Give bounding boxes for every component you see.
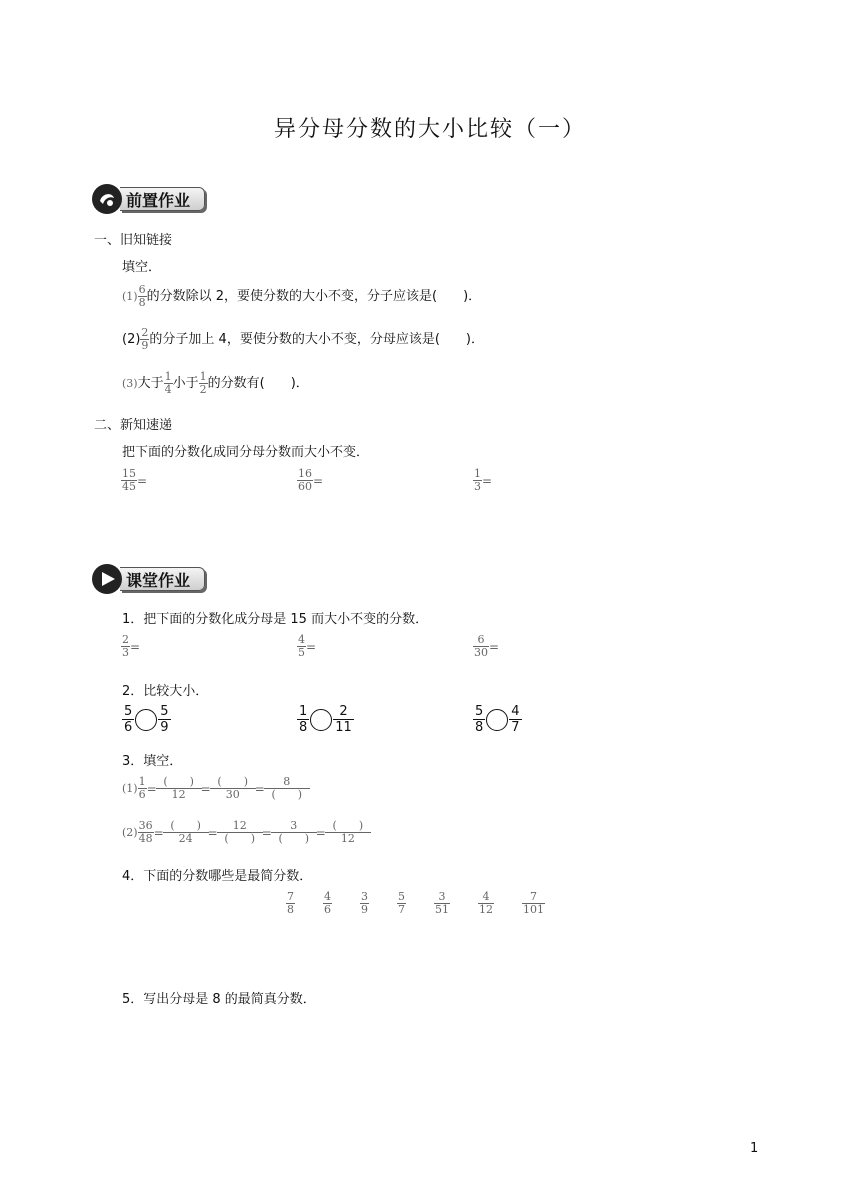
fraction: $\frac{6}{8}$	[138, 283, 146, 309]
question-number: (3)	[122, 377, 138, 390]
question-number: (2)	[122, 332, 141, 347]
pre-question-1	[122, 284, 481, 309]
fraction: $\frac{1}{4}$	[164, 370, 172, 396]
compare-item-1: $\frac{5}{6}$ $\frac{5}{9}$	[124, 704, 169, 735]
pre-homework-label: 前置作业	[120, 187, 205, 211]
part2-heading: 二、新知速递	[94, 418, 173, 433]
class-homework-banner	[92, 564, 205, 594]
compare-item-3: $\frac{5}{8}$ $\frac{4}{7}$	[475, 704, 520, 735]
text: 小于	[172, 376, 199, 391]
class-question-1: 1．把下面的分数化成分母是 15 而大小不变的分数．	[122, 612, 429, 627]
fill-label: 填空．	[122, 260, 162, 275]
class-q1-item-3: $\frac{6}{30}$ =	[474, 633, 500, 659]
compare-circle[interactable]	[310, 709, 332, 731]
class-question-3: 3．填空．	[122, 754, 183, 769]
question-text: 的分子加上 4，要使分数的大小不变，分母应该是( )．	[149, 332, 484, 347]
part2-item-3: $\frac{1}{3}$ =	[474, 467, 493, 493]
page-number: 1	[750, 1141, 759, 1156]
text: 大于	[137, 376, 164, 391]
class-homework-label: 课堂作业	[120, 567, 205, 591]
q4-fraction: $\frac{3}{9}$	[361, 890, 368, 916]
pre-question-2	[122, 327, 484, 352]
part2-item-1: $\frac{15}{45}$ =	[122, 467, 148, 493]
q4-fraction: $\frac{4}{6}$	[324, 890, 331, 916]
pre-homework-banner	[92, 184, 205, 214]
q4-fraction-list	[286, 891, 545, 916]
compare-circle[interactable]	[135, 709, 157, 731]
compare-circle[interactable]	[486, 709, 508, 731]
q4-fraction: $\frac{3}{51}$	[435, 890, 449, 916]
question-number: (1)	[122, 290, 138, 303]
class-question-2: 2．比较大小．	[122, 684, 209, 699]
class-q1-item-1: $\frac{2}{3}$ =	[122, 633, 141, 659]
q4-fraction: $\frac{7}{8}$	[287, 890, 294, 916]
q4-fraction: $\frac{7}{101}$	[523, 890, 544, 916]
page-title: 异分母分数的大小比较（一）	[273, 117, 586, 142]
question-text: 的分数有( )．	[207, 376, 309, 391]
class-question-5: 5．写出分母是 8 的最简真分数．	[122, 992, 316, 1007]
q4-fraction: $\frac{5}{7}$	[398, 890, 405, 916]
question-text: 的分数除以 2，要使分数的大小不变，分子应该是( )．	[146, 289, 482, 304]
fraction: $\frac{1}{2}$	[199, 370, 207, 396]
pen-badge-icon	[92, 184, 122, 214]
q4-fraction: $\frac{4}{12}$	[479, 890, 493, 916]
q3-row-2: (2) $\frac{36}{48}$ = $\frac{( )}{24}$ = $\frac{12}{( )}$ = $\frac{3}{( )}$ = $\frac{( )}{12}$	[122, 820, 370, 845]
part2-item-2: $\frac{16}{60}$ =	[298, 467, 324, 493]
class-q1-item-2: $\frac{4}{5}$ =	[298, 633, 317, 659]
pre-question-3	[122, 371, 309, 396]
class-question-4: 4．下面的分数哪些是最简分数．	[122, 869, 313, 884]
part1-heading: 一、旧知链接	[94, 233, 173, 248]
part2-instruction: 把下面的分数化成同分母分数而大小不变．	[122, 445, 370, 460]
play-badge-icon	[92, 564, 122, 594]
q3-row-1: (1) $\frac{1}{6}$ = $\frac{( )}{12}$ = $\frac{( )}{30}$ = $\frac{8}{( )}$	[122, 776, 309, 801]
compare-item-2: $\frac{1}{8}$ $\frac{2}{11}$	[299, 704, 352, 735]
fraction: $\frac{2}{9}$	[141, 326, 149, 352]
